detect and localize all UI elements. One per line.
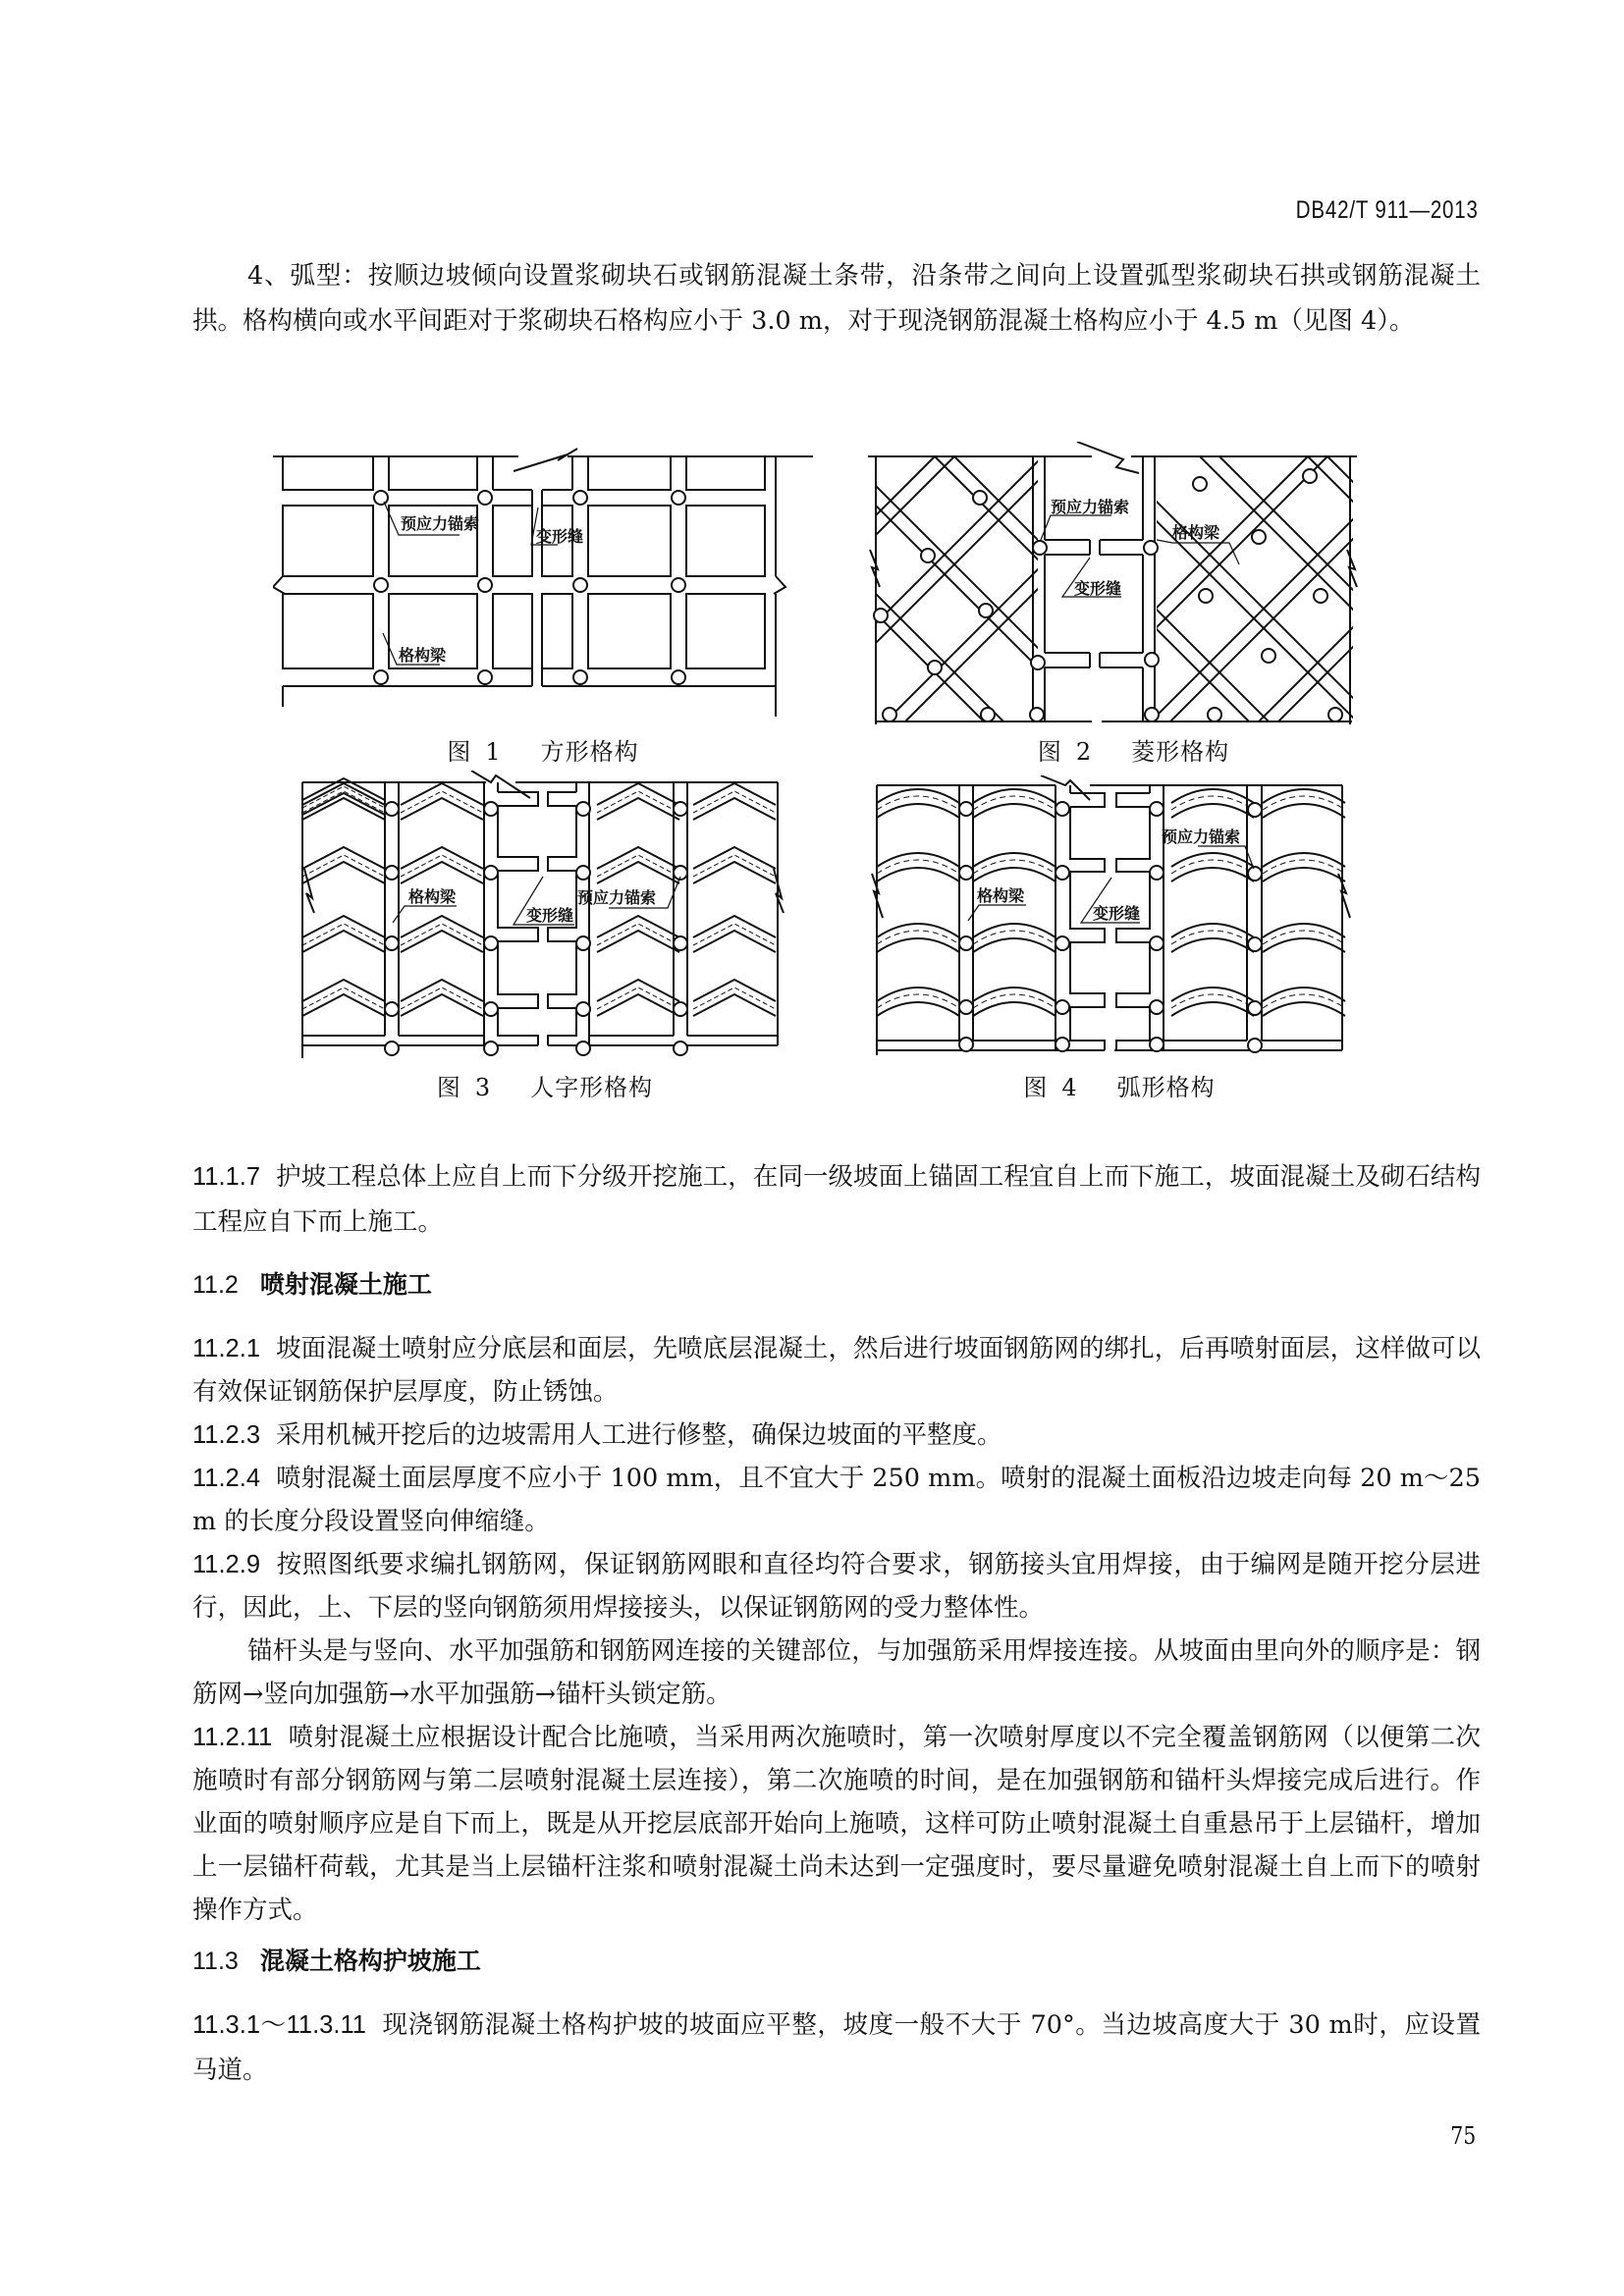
figure-4-caption (869, 1068, 1370, 1102)
figure-1-title: 方形格构 (540, 738, 639, 766)
intro-paragraph: 4、弧型：按顺边坡倾向设置浆砌块石或钢筋混凝土条带，沿条带之间向上设置弧型浆砌块石拱或钢筋混凝土拱。格构横向或水平间距对于浆砌块石格构应小于 3.0 m，对于现浇钢筋混凝土格构应小于 4.5 m（见图 4）。 (192, 261, 1481, 336)
section-number: 11.2 (192, 1271, 239, 1299)
section-11-2-body (192, 1327, 1481, 1932)
figure-1-label-anchor: 预应力锚索 (401, 514, 480, 533)
clause-11-3-1-to-11-3-11 (192, 2002, 1481, 2093)
figure-1-prefix: 图 (447, 738, 472, 766)
figure-3-label-joint: 变形缝 (526, 906, 574, 925)
clause-text: 按照图纸要求编扎钢筋网，保证钢筋网眼和直径均符合要求，钢筋接头宜用焊接，由于编网是随开挖分层进行，因此，上、下层的竖向钢筋须用焊接接头，以保证钢筋网的受力整体性。 (192, 1550, 1481, 1623)
clause-11-1-7 (192, 1154, 1481, 1245)
figure-4-title: 弧形格构 (1116, 1074, 1216, 1101)
clause-text: 喷射混凝土应根据设计配合比施喷，当采用两次施喷时，第一次喷射厚度以不完全覆盖钢筋网（以便第二次施喷时有部分钢筋网与第二层喷射混凝土层连接），第二次施喷的时间，是在加强钢筋和锚杆头焊接完成后进行。作业面的喷射顺序应是自下而上，既是从开挖层底部开始向上施喷，这样可防止喷射混凝土自重悬吊于上层锚杆，增加上一层锚杆荷载，尤其是当上层锚杆注浆和喷射混凝土尚未达到一定强度时，要尽量避免喷射混凝土自上而下的喷射操作方式。 (192, 1723, 1481, 1925)
figure-4-arc-lattice (869, 775, 1370, 1065)
clause-11-1-7-section (192, 1154, 1481, 1245)
clause-11-2-3 (192, 1414, 1481, 1457)
figure-3-prefix: 图 (436, 1074, 461, 1101)
figure-2-prefix: 图 (1037, 738, 1062, 766)
figure-4-label-anchor: 预应力锚索 (1162, 828, 1241, 846)
clause-number: 11.2.4 (192, 1465, 261, 1492)
figure-3-label-beam: 格构梁 (408, 887, 457, 906)
clause-number: 11.1.7 (192, 1163, 261, 1191)
clause-11-2-9 (192, 1543, 1481, 1629)
clause-11-2-11 (192, 1716, 1481, 1932)
intro-section (192, 253, 1481, 344)
figure-1-caption (273, 732, 813, 767)
figure-2-diamond-lattice (866, 442, 1401, 726)
figure-3-number: 3 (474, 1074, 492, 1101)
clause-text: 现浇钢筋混凝土格构护坡的坡面应平整，坡度一般不大于 70°。当边坡高度大于 30 m时，应设置马道。 (192, 2010, 1481, 2085)
figure-3-caption (295, 1068, 795, 1102)
figure-4-drawing (869, 775, 1370, 1065)
figure-2-label-anchor: 预应力锚索 (1051, 498, 1130, 516)
clause-text: 坡面混凝土喷射应分底层和面层，先喷底层混凝土，然后进行坡面钢筋网的绑扎，后再喷射面层，这样做可以有效保证钢筋保护层厚度，防止锈蚀。 (192, 1334, 1481, 1407)
section-11-3-heading (192, 1939, 1481, 1984)
figure-2-label-beam: 格构梁 (1172, 523, 1220, 542)
clause-text: 锚杆头是与竖向、水平加强筋和钢筋网连接的关键部位，与加强筋采用焊接连接。从坡面由里向外的顺序是：钢筋网→竖向加强筋→水平加强筋→锚杆头锁定筋。 (192, 1636, 1481, 1709)
figure-4-number: 4 (1061, 1074, 1078, 1101)
figure-2-drawing (866, 442, 1401, 726)
figure-1-drawing (273, 447, 813, 731)
figure-2-label-joint: 变形缝 (1074, 579, 1122, 598)
section-11-2-heading (192, 1262, 1481, 1308)
figure-2-caption (866, 732, 1401, 767)
clause-number: 11.2.3 (192, 1421, 261, 1449)
clause-number: 11.2.9 (192, 1551, 261, 1578)
clause-text: 护坡工程总体上应自上而下分级开挖施工，在同一级坡面上锚固工程宜自上而下施工，坡面混凝土及砌石结构工程应自下而上施工。 (192, 1162, 1481, 1237)
figure-1-label-joint: 变形缝 (536, 527, 584, 546)
clause-number: 11.2.1 (192, 1335, 261, 1362)
section-title: 混凝土格构护坡施工 (259, 1947, 481, 1975)
standard-code: DB42/T 911—2013 (1296, 196, 1479, 224)
figure-1-label-beam: 格构梁 (399, 646, 447, 665)
section-title: 喷射混凝土施工 (259, 1270, 432, 1299)
page-number: 75 (1450, 2122, 1477, 2150)
section-number: 11.3 (192, 1948, 239, 1975)
clause-number: 11.2.11 (192, 1724, 273, 1751)
clause-text: 采用机械开挖后的边坡需用人工进行修整，确保边坡面的平整度。 (276, 1420, 1002, 1450)
figure-3-title: 人字形格构 (530, 1074, 654, 1101)
section-11-3-body (192, 2002, 1481, 2093)
clause-11-2-9-continuation (192, 1629, 1481, 1716)
clause-number: 11.3.1～11.3.11 (192, 2011, 366, 2039)
clause-11-2-1 (192, 1327, 1481, 1414)
clause-text: 喷射混凝土面层厚度不应小于 100 mm，且不宜大于 250 mm。喷射的混凝土面板沿边坡走向每 20 m～25 m 的长度分段设置竖向伸缩缝。 (192, 1464, 1481, 1536)
figure-3-label-anchor: 预应力锚索 (577, 888, 657, 907)
figure-4-label-beam: 格构梁 (977, 886, 1025, 905)
figure-4-prefix: 图 (1023, 1074, 1049, 1101)
figure-4-label-joint: 变形缝 (1093, 904, 1141, 923)
figure-1-number: 1 (485, 738, 502, 766)
figure-2-title: 菱形格构 (1131, 738, 1230, 766)
figure-1-square-lattice (273, 447, 813, 731)
figure-3-drawing (295, 771, 795, 1065)
figure-3-herringbone-lattice (295, 771, 795, 1065)
clause-11-2-4 (192, 1457, 1481, 1543)
figure-2-number: 2 (1075, 738, 1093, 766)
